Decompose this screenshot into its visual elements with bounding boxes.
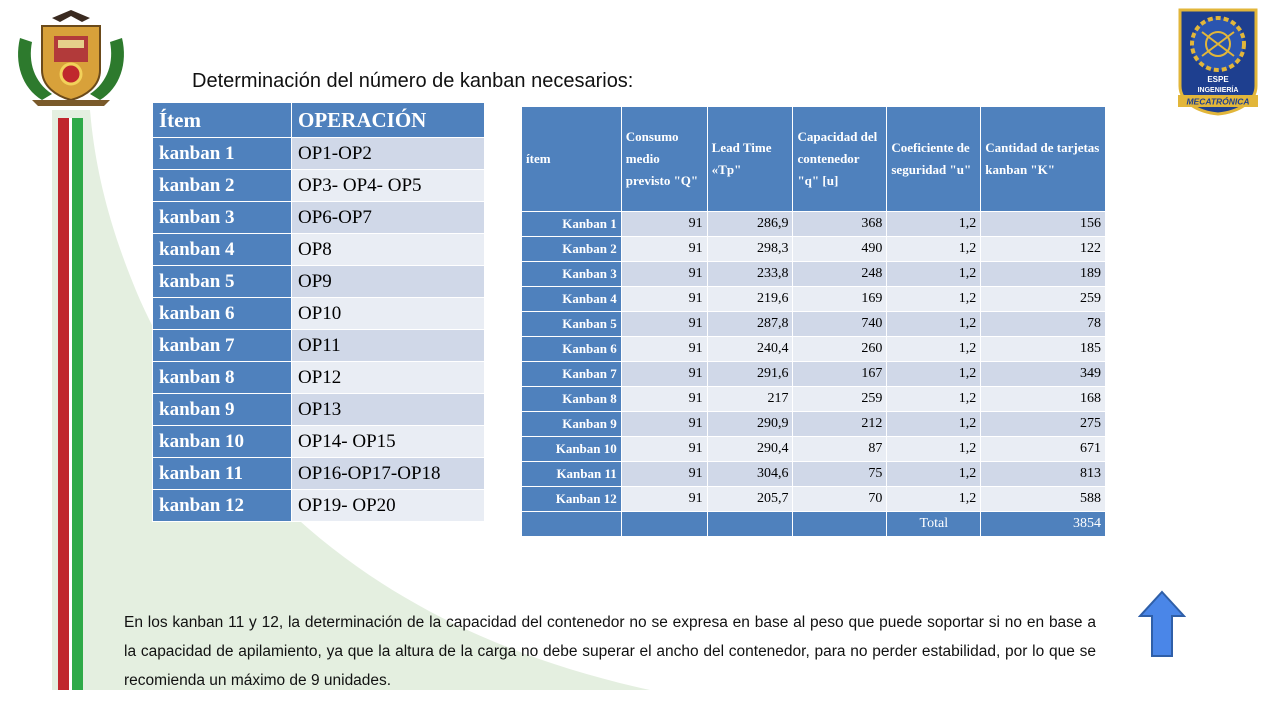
- operations-op-cell: OP1-OP2: [292, 138, 485, 170]
- operations-table: [152, 102, 485, 522]
- calc-item-cell: Kanban 9: [522, 412, 622, 437]
- calc-cantidad-cell: 349: [981, 362, 1106, 387]
- green-stripe: [72, 118, 83, 690]
- operations-row: [153, 138, 485, 170]
- logo-text-ingenieria: INGENIERÍA: [1197, 87, 1239, 94]
- calc-consumo-cell: 91: [621, 312, 707, 337]
- operations-item-cell: kanban 8: [153, 362, 292, 394]
- operations-row: [153, 458, 485, 490]
- operations-row: [153, 170, 485, 202]
- calc-coeficiente-cell: 1,2: [887, 412, 981, 437]
- header-item: Ítem: [153, 103, 292, 138]
- operations-op-cell: OP14- OP15: [292, 426, 485, 458]
- header-coeficiente: Coeficiente de seguridad "u": [887, 107, 981, 212]
- calc-lead-time-cell: 205,7: [707, 487, 793, 512]
- operations-item-cell: kanban 4: [153, 234, 292, 266]
- calc-capacidad-cell: 259: [793, 387, 887, 412]
- calc-capacidad-cell: 169: [793, 287, 887, 312]
- calc-item-cell: Kanban 8: [522, 387, 622, 412]
- calc-lead-time-cell: 240,4: [707, 337, 793, 362]
- operations-item-cell: kanban 9: [153, 394, 292, 426]
- calc-lead-time-cell: 304,6: [707, 462, 793, 487]
- operations-row: [153, 202, 485, 234]
- total-value: 3854: [981, 512, 1106, 537]
- calc-lead-time-cell: 287,8: [707, 312, 793, 337]
- calc-lead-time-cell: 219,6: [707, 287, 793, 312]
- calc-coeficiente-cell: 1,2: [887, 462, 981, 487]
- crest-logo-icon: [12, 8, 130, 108]
- calc-consumo-cell: 91: [621, 237, 707, 262]
- calc-capacidad-cell: 70: [793, 487, 887, 512]
- calc-coeficiente-cell: 1,2: [887, 212, 981, 237]
- operations-item-cell: kanban 11: [153, 458, 292, 490]
- calc-item-cell: Kanban 5: [522, 312, 622, 337]
- total-empty-cell: [522, 512, 622, 537]
- header-cantidad: Cantidad de tarjetas kanban "K": [981, 107, 1106, 212]
- calc-consumo-cell: 91: [621, 412, 707, 437]
- kanban-calculation-table: [521, 106, 1106, 537]
- calc-consumo-cell: 91: [621, 387, 707, 412]
- calc-coeficiente-cell: 1,2: [887, 362, 981, 387]
- operations-row: [153, 426, 485, 458]
- calc-cantidad-cell: 156: [981, 212, 1106, 237]
- calc-cantidad-cell: 259: [981, 287, 1106, 312]
- operations-op-cell: OP12: [292, 362, 485, 394]
- calc-capacidad-cell: 260: [793, 337, 887, 362]
- calc-lead-time-cell: 233,8: [707, 262, 793, 287]
- calc-consumo-cell: 91: [621, 462, 707, 487]
- operations-item-cell: kanban 5: [153, 266, 292, 298]
- calc-coeficiente-cell: 1,2: [887, 487, 981, 512]
- operations-row: [153, 266, 485, 298]
- calc-cantidad-cell: 168: [981, 387, 1106, 412]
- calc-item-cell: Kanban 10: [522, 437, 622, 462]
- operations-row: [153, 330, 485, 362]
- operations-op-cell: OP19- OP20: [292, 490, 485, 522]
- operations-op-cell: OP13: [292, 394, 485, 426]
- calc-coeficiente-cell: 1,2: [887, 287, 981, 312]
- calc-consumo-cell: 91: [621, 437, 707, 462]
- calc-row: [522, 362, 1106, 387]
- espe-mecatronica-logo-icon: [1172, 6, 1264, 116]
- header-lead-time: Lead Time «Tp": [707, 107, 793, 212]
- operations-item-cell: kanban 12: [153, 490, 292, 522]
- calc-item-cell: Kanban 11: [522, 462, 622, 487]
- calc-capacidad-cell: 212: [793, 412, 887, 437]
- calc-lead-time-cell: 290,9: [707, 412, 793, 437]
- calc-cantidad-cell: 189: [981, 262, 1106, 287]
- header-item: ítem: [522, 107, 622, 212]
- calc-lead-time-cell: 298,3: [707, 237, 793, 262]
- calc-capacidad-cell: 87: [793, 437, 887, 462]
- calc-lead-time-cell: 286,9: [707, 212, 793, 237]
- calc-coeficiente-cell: 1,2: [887, 312, 981, 337]
- calc-cantidad-cell: 813: [981, 462, 1106, 487]
- calc-row: [522, 487, 1106, 512]
- calc-row: [522, 337, 1106, 362]
- header-capacidad: Capacidad del contenedor "q" [u]: [793, 107, 887, 212]
- calc-lead-time-cell: 217: [707, 387, 793, 412]
- calc-capacidad-cell: 368: [793, 212, 887, 237]
- calc-lead-time-cell: 291,6: [707, 362, 793, 387]
- calc-capacidad-cell: 167: [793, 362, 887, 387]
- calc-cantidad-cell: 78: [981, 312, 1106, 337]
- calc-cantidad-cell: 122: [981, 237, 1106, 262]
- total-empty-cell: [707, 512, 793, 537]
- calc-row: [522, 262, 1106, 287]
- calc-row: [522, 312, 1106, 337]
- operations-row: [153, 234, 485, 266]
- total-empty-cell: [621, 512, 707, 537]
- calc-row: [522, 412, 1106, 437]
- calc-item-cell: Kanban 6: [522, 337, 622, 362]
- operations-row: [153, 394, 485, 426]
- calc-cantidad-cell: 185: [981, 337, 1106, 362]
- operations-row: [153, 362, 485, 394]
- calc-header-row: [522, 107, 1106, 212]
- operations-op-cell: OP10: [292, 298, 485, 330]
- operations-item-cell: kanban 7: [153, 330, 292, 362]
- calc-item-cell: Kanban 12: [522, 487, 622, 512]
- calc-capacidad-cell: 248: [793, 262, 887, 287]
- calc-coeficiente-cell: 1,2: [887, 262, 981, 287]
- calc-capacidad-cell: 490: [793, 237, 887, 262]
- calc-row: [522, 387, 1106, 412]
- operations-op-cell: OP16-OP17-OP18: [292, 458, 485, 490]
- calc-consumo-cell: 91: [621, 487, 707, 512]
- total-empty-cell: [793, 512, 887, 537]
- calc-row: [522, 237, 1106, 262]
- operations-op-cell: OP9: [292, 266, 485, 298]
- operations-header-row: [153, 103, 485, 138]
- operations-op-cell: OP3- OP4- OP5: [292, 170, 485, 202]
- calc-coeficiente-cell: 1,2: [887, 437, 981, 462]
- calc-item-cell: Kanban 1: [522, 212, 622, 237]
- calc-consumo-cell: 91: [621, 212, 707, 237]
- operations-op-cell: OP6-OP7: [292, 202, 485, 234]
- calc-coeficiente-cell: 1,2: [887, 387, 981, 412]
- operations-item-cell: kanban 2: [153, 170, 292, 202]
- calc-lead-time-cell: 290,4: [707, 437, 793, 462]
- operations-op-cell: OP8: [292, 234, 485, 266]
- header-operacion: OPERACIÓN: [292, 103, 485, 138]
- logo-text-espe: ESPE: [1207, 75, 1229, 84]
- calc-coeficiente-cell: 1,2: [887, 237, 981, 262]
- operations-item-cell: kanban 6: [153, 298, 292, 330]
- total-row: [522, 512, 1106, 537]
- calc-cantidad-cell: 671: [981, 437, 1106, 462]
- calc-item-cell: Kanban 4: [522, 287, 622, 312]
- calc-row: [522, 437, 1106, 462]
- operations-item-cell: kanban 3: [153, 202, 292, 234]
- operations-row: [153, 298, 485, 330]
- explanatory-note: En los kanban 11 y 12, la determinación de la capacidad del contenedor no se expresa en base al peso que puede soportar si no en base a la capacidad de apilamiento, ya que la altura de la carga no debe superar el ancho del contenedor, para no perder estabilidad, por lo que se recomienda un máximo de 9 unidades.: [124, 614, 1096, 689]
- calc-consumo-cell: 91: [621, 287, 707, 312]
- red-stripe: [58, 118, 69, 690]
- calc-row: [522, 287, 1106, 312]
- header-consumo: Consumo medio previsto "Q": [621, 107, 707, 212]
- calc-row: [522, 462, 1106, 487]
- operations-item-cell: kanban 10: [153, 426, 292, 458]
- calc-item-cell: Kanban 2: [522, 237, 622, 262]
- calc-cantidad-cell: 275: [981, 412, 1106, 437]
- operations-row: [153, 490, 485, 522]
- calc-coeficiente-cell: 1,2: [887, 337, 981, 362]
- calc-cantidad-cell: 588: [981, 487, 1106, 512]
- slide-title: Determinación del número de kanban necesarios:: [192, 70, 634, 92]
- up-arrow-icon[interactable]: [1138, 590, 1186, 658]
- calc-capacidad-cell: 75: [793, 462, 887, 487]
- calc-item-cell: Kanban 7: [522, 362, 622, 387]
- calc-consumo-cell: 91: [621, 337, 707, 362]
- logo-text-mecatronica: MECATRÓNICA: [1186, 96, 1250, 107]
- total-label: Total: [887, 512, 981, 537]
- calc-consumo-cell: 91: [621, 262, 707, 287]
- calc-capacidad-cell: 740: [793, 312, 887, 337]
- calc-row: [522, 212, 1106, 237]
- calc-item-cell: Kanban 3: [522, 262, 622, 287]
- operations-op-cell: OP11: [292, 330, 485, 362]
- operations-item-cell: kanban 1: [153, 138, 292, 170]
- calc-consumo-cell: 91: [621, 362, 707, 387]
